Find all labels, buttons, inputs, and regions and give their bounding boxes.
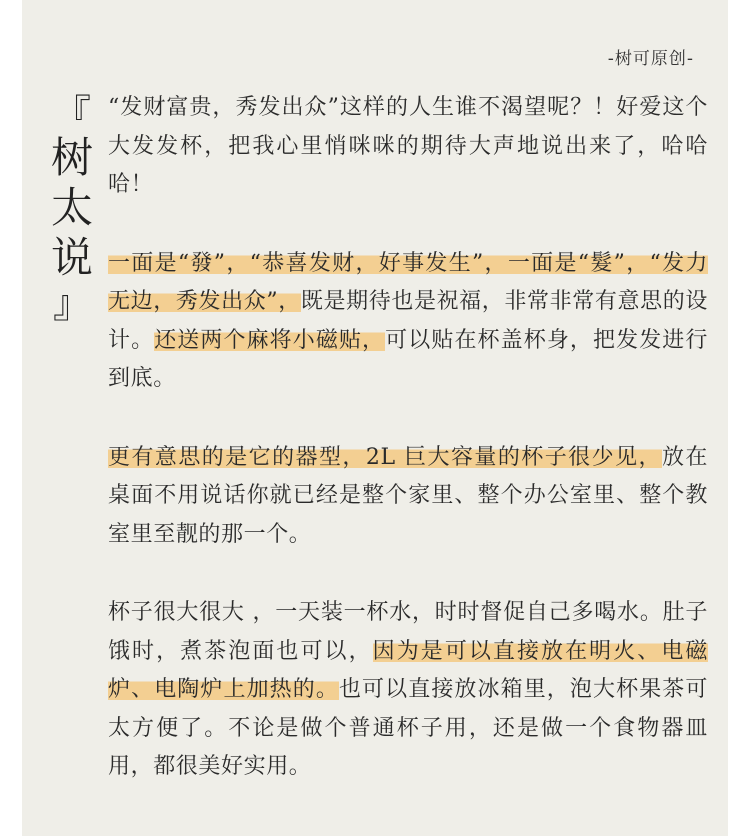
author-signature: -树可原创- [607,49,694,69]
paragraph-3 [108,439,708,555]
highlighted-segment: 因为是可以直接放在明火、电磁炉、电陶炉上加热的。 [108,638,708,702]
text-segment: “发财富贵，秀发出众”这样的人生谁不渴望呢？！好爱这个大发发杯，把我心里悄咪咪的期待大声地说出来了，哈哈哈！ [108,95,708,197]
text-segment: 放在桌面不用说话你就已经是整个家里、整个办公室里、整个教室里至靓的那一个。 [108,444,708,547]
highlighted-segment: 还送两个麻将小磁贴， [154,327,386,353]
highlighted-segment: 更有意思的是它的器型，2L 巨大容量的杯子很少见， [108,444,662,470]
title-char-3: 说 [51,233,94,282]
article-panel [22,0,728,836]
title-char-2: 太 [51,183,94,232]
article-body [108,89,708,827]
paragraph-4 [108,594,708,787]
title-open-bracket: 『 [52,92,91,136]
paragraph-2 [108,245,708,399]
side-title [51,92,94,326]
paragraph-1 [108,89,708,205]
title-close-bracket: 』 [52,282,91,326]
highlighted-segment: 一面是“發”，“恭喜发财，好事发生”，一面是“髮”，“发力无边，秀发出众”， [108,250,708,314]
text-segment: 既是期待也是祝福，非常非常有意思的设计。 [108,289,708,353]
text-segment: 可以贴在杯盖杯身，把发发进行到底。 [108,327,708,391]
title-char-1: 树 [51,133,94,182]
text-segment: 杯子很大很大 ，一天装一杯水，时时督促自己多喝水。肚子饿时，煮茶泡面也可以， [108,600,708,664]
text-segment: 也可以直接放冰箱里，泡大杯果茶可太方便了。不论是做个普通杯子用，还是做一个食物器皿用，都很美好实用。 [108,677,708,779]
